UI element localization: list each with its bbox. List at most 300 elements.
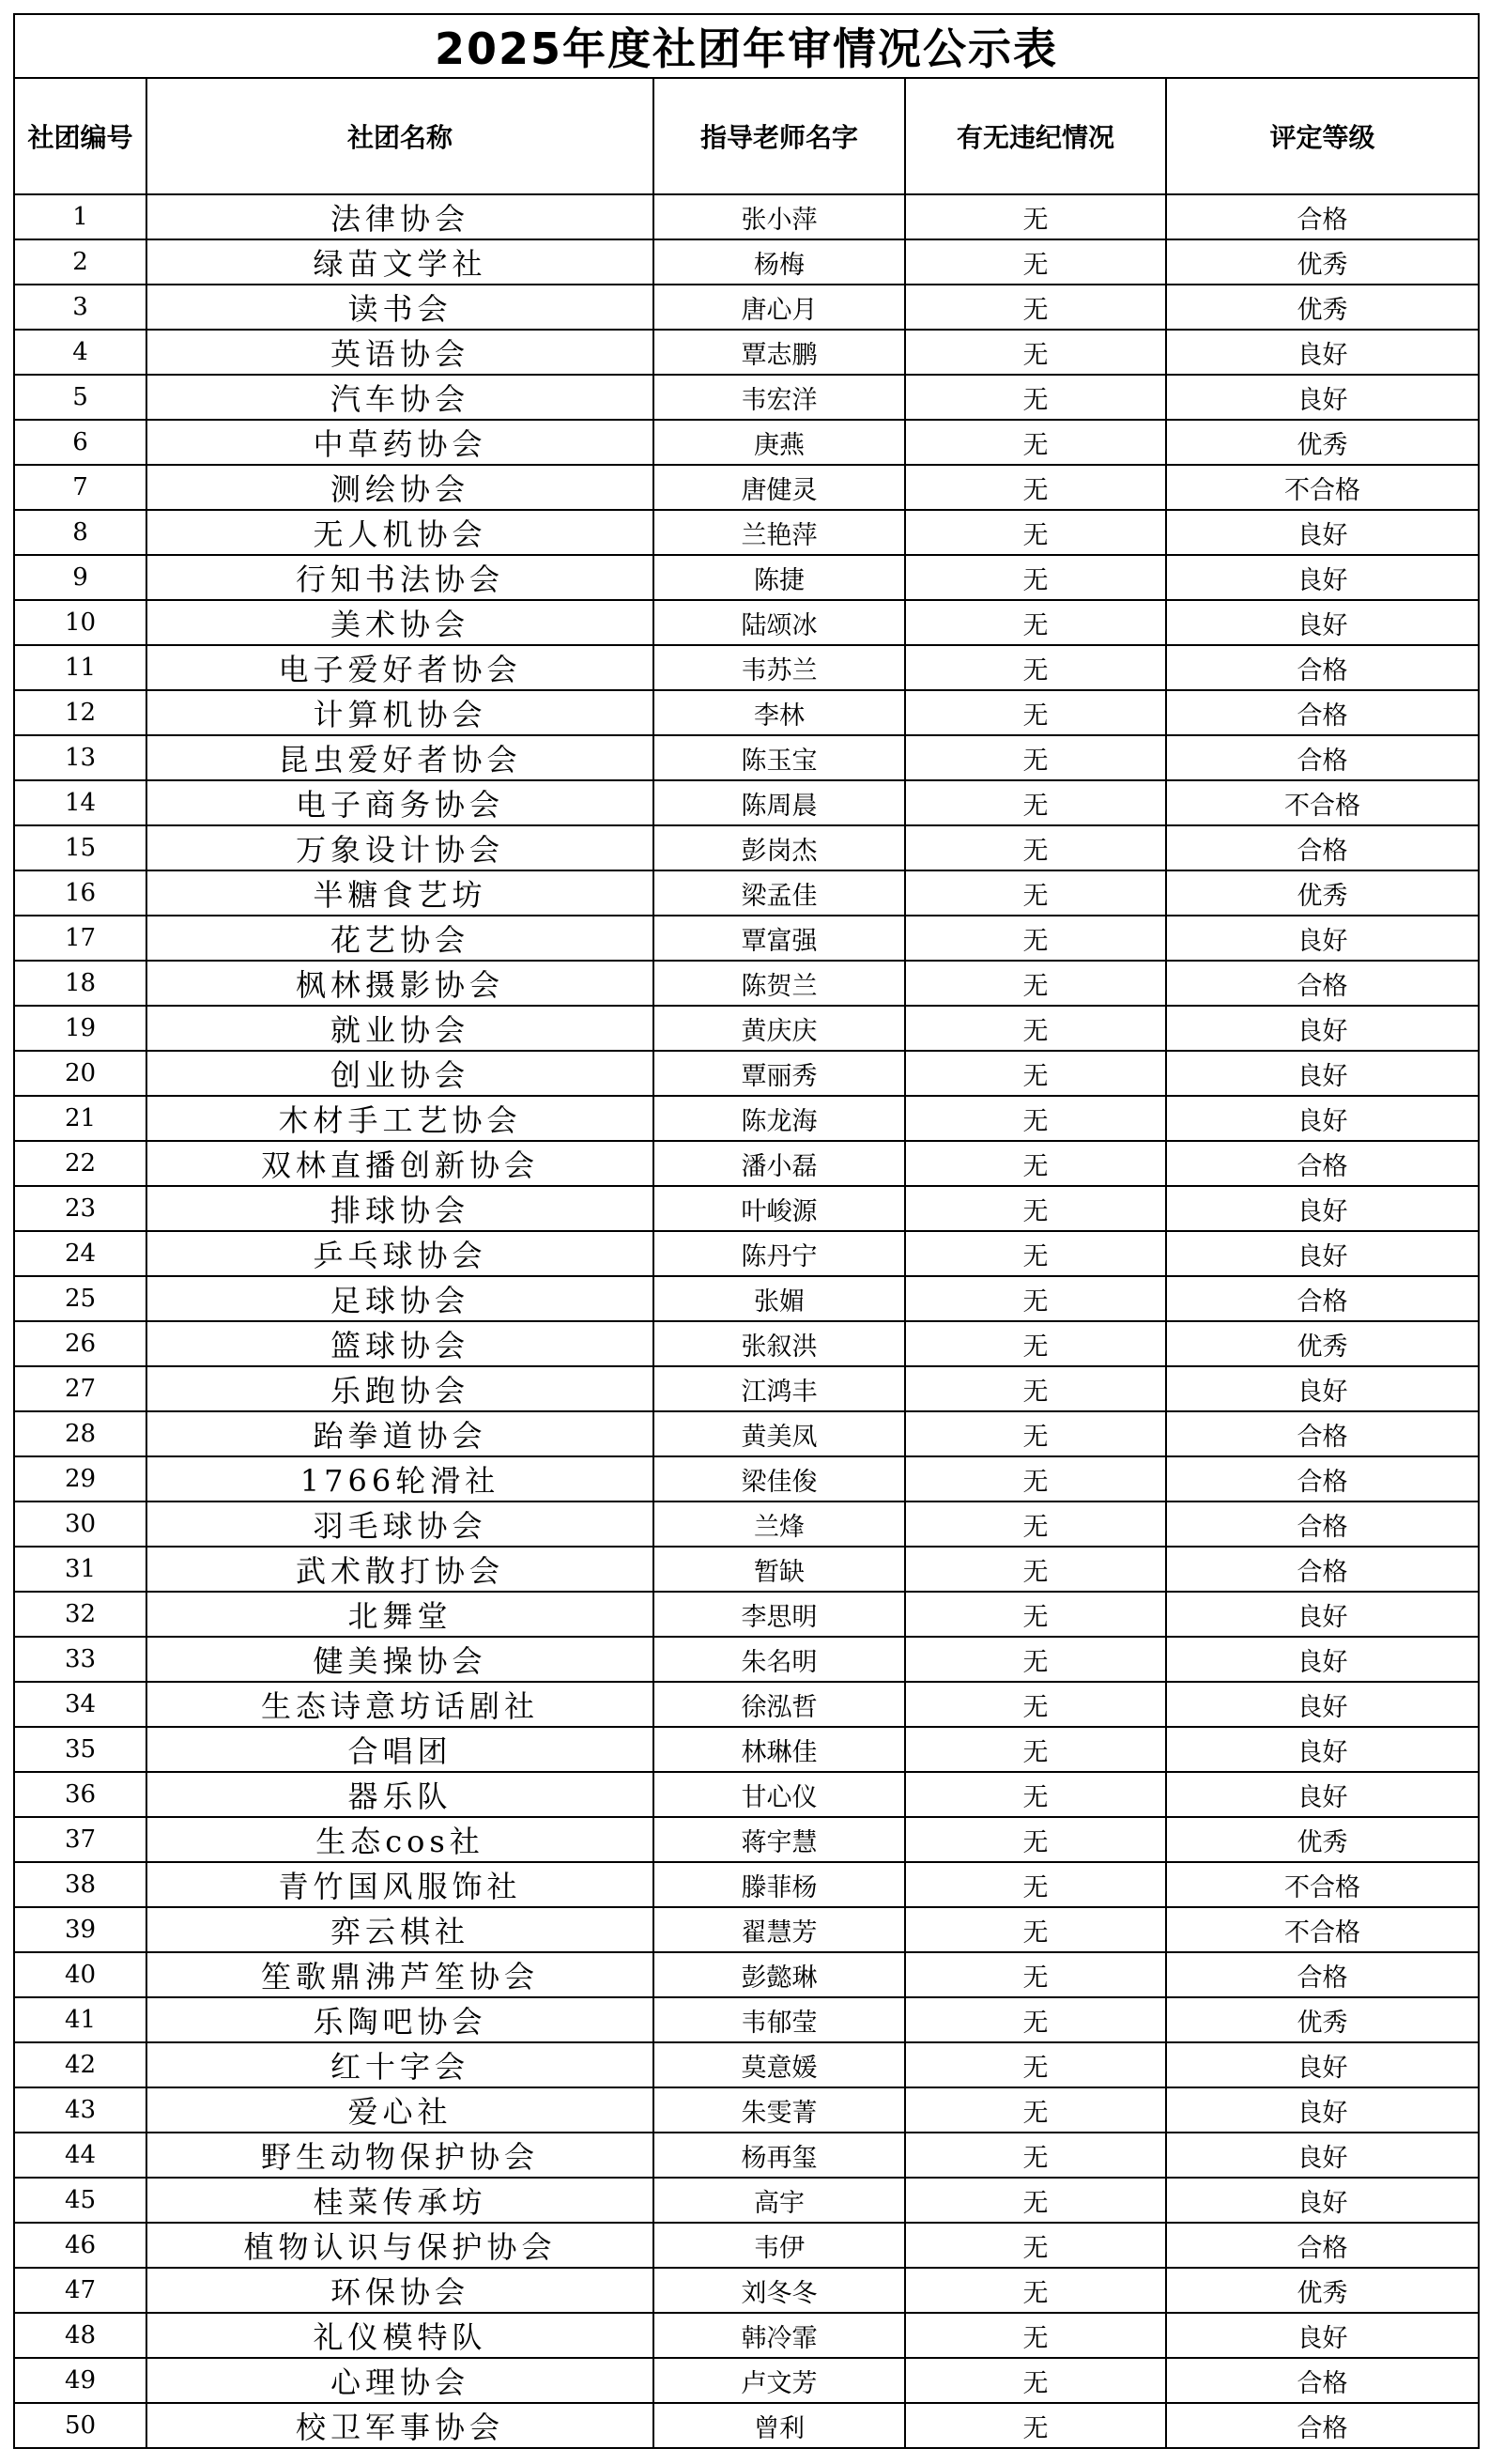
cell-club-name: 中草药协会 bbox=[146, 420, 653, 465]
cell-rating: 合格 bbox=[1166, 961, 1479, 1006]
cell-club-number: 12 bbox=[14, 690, 146, 735]
table-row bbox=[14, 1141, 1479, 1186]
table-row bbox=[14, 1952, 1479, 1997]
cell-rating: 合格 bbox=[1166, 1141, 1479, 1186]
cell-violation: 无 bbox=[905, 2133, 1166, 2178]
cell-club-name: 双林直播创新协会 bbox=[146, 1141, 653, 1186]
cell-violation: 无 bbox=[905, 2087, 1166, 2133]
cell-violation: 无 bbox=[905, 1141, 1166, 1186]
cell-club-number: 21 bbox=[14, 1096, 146, 1141]
cell-club-number: 28 bbox=[14, 1411, 146, 1456]
cell-advisor-name: 张叙洪 bbox=[653, 1321, 905, 1366]
cell-club-number: 30 bbox=[14, 1502, 146, 1547]
cell-rating: 良好 bbox=[1166, 1682, 1479, 1727]
cell-violation: 无 bbox=[905, 285, 1166, 330]
cell-violation: 无 bbox=[905, 1411, 1166, 1456]
cell-club-name: 武术散打协会 bbox=[146, 1547, 653, 1592]
table-row bbox=[14, 555, 1479, 600]
cell-rating: 良好 bbox=[1166, 1051, 1479, 1096]
table-row bbox=[14, 375, 1479, 420]
cell-club-name: 花艺协会 bbox=[146, 916, 653, 961]
cell-violation: 无 bbox=[905, 1096, 1166, 1141]
cell-club-name: 创业协会 bbox=[146, 1051, 653, 1096]
cell-club-number: 46 bbox=[14, 2223, 146, 2268]
cell-violation: 无 bbox=[905, 2178, 1166, 2223]
cell-club-number: 39 bbox=[14, 1907, 146, 1952]
cell-rating: 不合格 bbox=[1166, 1907, 1479, 1952]
cell-rating: 良好 bbox=[1166, 1366, 1479, 1411]
cell-rating: 合格 bbox=[1166, 1276, 1479, 1321]
cell-rating: 优秀 bbox=[1166, 1321, 1479, 1366]
cell-club-name: 植物认识与保护协会 bbox=[146, 2223, 653, 2268]
cell-violation: 无 bbox=[905, 1907, 1166, 1952]
cell-advisor-name: 刘冬冬 bbox=[653, 2268, 905, 2313]
cell-rating: 优秀 bbox=[1166, 870, 1479, 916]
cell-club-name: 合唱团 bbox=[146, 1727, 653, 1772]
cell-rating: 良好 bbox=[1166, 2042, 1479, 2087]
cell-club-number: 15 bbox=[14, 825, 146, 870]
cell-advisor-name: 甘心仪 bbox=[653, 1772, 905, 1817]
cell-club-number: 1 bbox=[14, 194, 146, 239]
cell-club-name: 乐陶吧协会 bbox=[146, 1997, 653, 2042]
table-row bbox=[14, 2358, 1479, 2403]
cell-violation: 无 bbox=[905, 194, 1166, 239]
cell-club-number: 10 bbox=[14, 600, 146, 645]
cell-advisor-name: 唐心月 bbox=[653, 285, 905, 330]
cell-rating: 合格 bbox=[1166, 825, 1479, 870]
cell-violation: 无 bbox=[905, 1547, 1166, 1592]
table-row bbox=[14, 2087, 1479, 2133]
table-row bbox=[14, 2178, 1479, 2223]
cell-club-number: 3 bbox=[14, 285, 146, 330]
cell-rating: 合格 bbox=[1166, 2223, 1479, 2268]
cell-violation: 无 bbox=[905, 1637, 1166, 1682]
cell-club-name: 器乐队 bbox=[146, 1772, 653, 1817]
cell-advisor-name: 兰艳萍 bbox=[653, 510, 905, 555]
cell-club-number: 48 bbox=[14, 2313, 146, 2358]
cell-club-number: 32 bbox=[14, 1592, 146, 1637]
cell-club-number: 4 bbox=[14, 330, 146, 375]
table-row bbox=[14, 1682, 1479, 1727]
table-row bbox=[14, 600, 1479, 645]
cell-advisor-name: 覃志鹏 bbox=[653, 330, 905, 375]
cell-violation: 无 bbox=[905, 1592, 1166, 1637]
header-club-name: 社团名称 bbox=[146, 78, 653, 194]
cell-violation: 无 bbox=[905, 825, 1166, 870]
table-row bbox=[14, 1547, 1479, 1592]
cell-club-name: 红十字会 bbox=[146, 2042, 653, 2087]
cell-violation: 无 bbox=[905, 1727, 1166, 1772]
cell-advisor-name: 朱名明 bbox=[653, 1637, 905, 1682]
table-row bbox=[14, 1997, 1479, 2042]
cell-club-name: 计算机协会 bbox=[146, 690, 653, 735]
cell-advisor-name: 潘小磊 bbox=[653, 1141, 905, 1186]
cell-violation: 无 bbox=[905, 1682, 1166, 1727]
cell-violation: 无 bbox=[905, 870, 1166, 916]
cell-rating: 优秀 bbox=[1166, 285, 1479, 330]
table-row bbox=[14, 690, 1479, 735]
cell-rating: 不合格 bbox=[1166, 1862, 1479, 1907]
cell-advisor-name: 彭懿琳 bbox=[653, 1952, 905, 1997]
cell-advisor-name: 江鸿丰 bbox=[653, 1366, 905, 1411]
cell-club-name: 足球协会 bbox=[146, 1276, 653, 1321]
cell-rating: 合格 bbox=[1166, 645, 1479, 690]
cell-rating: 良好 bbox=[1166, 916, 1479, 961]
cell-advisor-name: 林琳佳 bbox=[653, 1727, 905, 1772]
cell-club-name: 半糖食艺坊 bbox=[146, 870, 653, 916]
cell-rating: 良好 bbox=[1166, 330, 1479, 375]
cell-rating: 合格 bbox=[1166, 1547, 1479, 1592]
table-row bbox=[14, 239, 1479, 285]
cell-violation: 无 bbox=[905, 600, 1166, 645]
header-advisor-name: 指导老师名字 bbox=[653, 78, 905, 194]
cell-violation: 无 bbox=[905, 1502, 1166, 1547]
cell-club-name: 无人机协会 bbox=[146, 510, 653, 555]
cell-club-name: 1766轮滑社 bbox=[146, 1456, 653, 1502]
cell-rating: 不合格 bbox=[1166, 780, 1479, 825]
cell-violation: 无 bbox=[905, 510, 1166, 555]
cell-violation: 无 bbox=[905, 645, 1166, 690]
cell-advisor-name: 韦苏兰 bbox=[653, 645, 905, 690]
cell-club-name: 篮球协会 bbox=[146, 1321, 653, 1366]
cell-club-name: 英语协会 bbox=[146, 330, 653, 375]
cell-rating: 优秀 bbox=[1166, 1997, 1479, 2042]
cell-rating: 合格 bbox=[1166, 1456, 1479, 1502]
cell-rating: 良好 bbox=[1166, 1186, 1479, 1231]
cell-rating: 优秀 bbox=[1166, 420, 1479, 465]
cell-club-name: 美术协会 bbox=[146, 600, 653, 645]
cell-advisor-name: 暂缺 bbox=[653, 1547, 905, 1592]
cell-violation: 无 bbox=[905, 916, 1166, 961]
cell-club-number: 22 bbox=[14, 1141, 146, 1186]
table-row bbox=[14, 1231, 1479, 1276]
table-row bbox=[14, 2403, 1479, 2448]
cell-club-number: 16 bbox=[14, 870, 146, 916]
cell-club-name: 礼仪模特队 bbox=[146, 2313, 653, 2358]
cell-advisor-name: 覃丽秀 bbox=[653, 1051, 905, 1096]
cell-club-name: 北舞堂 bbox=[146, 1592, 653, 1637]
cell-club-name: 跆拳道协会 bbox=[146, 1411, 653, 1456]
cell-violation: 无 bbox=[905, 735, 1166, 780]
cell-club-number: 24 bbox=[14, 1231, 146, 1276]
cell-club-name: 昆虫爱好者协会 bbox=[146, 735, 653, 780]
cell-advisor-name: 李林 bbox=[653, 690, 905, 735]
cell-violation: 无 bbox=[905, 780, 1166, 825]
cell-advisor-name: 陈周晨 bbox=[653, 780, 905, 825]
cell-club-name: 青竹国风服饰社 bbox=[146, 1862, 653, 1907]
cell-club-number: 40 bbox=[14, 1952, 146, 1997]
cell-club-number: 45 bbox=[14, 2178, 146, 2223]
table-row bbox=[14, 1321, 1479, 1366]
table-row bbox=[14, 465, 1479, 510]
cell-rating: 良好 bbox=[1166, 1592, 1479, 1637]
cell-club-number: 25 bbox=[14, 1276, 146, 1321]
cell-rating: 良好 bbox=[1166, 1096, 1479, 1141]
cell-advisor-name: 梁佳俊 bbox=[653, 1456, 905, 1502]
cell-advisor-name: 韩冷霏 bbox=[653, 2313, 905, 2358]
cell-club-name: 排球协会 bbox=[146, 1186, 653, 1231]
cell-club-name: 电子爱好者协会 bbox=[146, 645, 653, 690]
cell-club-number: 34 bbox=[14, 1682, 146, 1727]
cell-rating: 良好 bbox=[1166, 1772, 1479, 1817]
cell-rating: 良好 bbox=[1166, 1231, 1479, 1276]
cell-club-number: 18 bbox=[14, 961, 146, 1006]
table-row bbox=[14, 1006, 1479, 1051]
cell-advisor-name: 杨梅 bbox=[653, 239, 905, 285]
cell-advisor-name: 唐健灵 bbox=[653, 465, 905, 510]
cell-club-number: 41 bbox=[14, 1997, 146, 2042]
cell-rating: 合格 bbox=[1166, 1952, 1479, 1997]
cell-club-name: 生态诗意坊话剧社 bbox=[146, 1682, 653, 1727]
cell-violation: 无 bbox=[905, 2313, 1166, 2358]
cell-club-name: 笙歌鼎沸芦笙协会 bbox=[146, 1952, 653, 1997]
cell-club-name: 爱心社 bbox=[146, 2087, 653, 2133]
cell-rating: 良好 bbox=[1166, 555, 1479, 600]
table-row bbox=[14, 510, 1479, 555]
cell-club-number: 11 bbox=[14, 645, 146, 690]
cell-club-number: 31 bbox=[14, 1547, 146, 1592]
cell-club-name: 行知书法协会 bbox=[146, 555, 653, 600]
cell-violation: 无 bbox=[905, 1952, 1166, 1997]
cell-club-number: 14 bbox=[14, 780, 146, 825]
cell-advisor-name: 朱雯菁 bbox=[653, 2087, 905, 2133]
table-row bbox=[14, 2268, 1479, 2313]
cell-club-name: 生态cos社 bbox=[146, 1817, 653, 1862]
table-row bbox=[14, 1907, 1479, 1952]
table-row bbox=[14, 780, 1479, 825]
title-row bbox=[14, 14, 1479, 78]
cell-club-name: 就业协会 bbox=[146, 1006, 653, 1051]
cell-violation: 无 bbox=[905, 239, 1166, 285]
cell-advisor-name: 韦郁莹 bbox=[653, 1997, 905, 2042]
table-row bbox=[14, 1502, 1479, 1547]
cell-violation: 无 bbox=[905, 1772, 1166, 1817]
cell-advisor-name: 覃富强 bbox=[653, 916, 905, 961]
cell-advisor-name: 黄庆庆 bbox=[653, 1006, 905, 1051]
cell-rating: 良好 bbox=[1166, 375, 1479, 420]
cell-violation: 无 bbox=[905, 1862, 1166, 1907]
cell-violation: 无 bbox=[905, 330, 1166, 375]
cell-violation: 无 bbox=[905, 2358, 1166, 2403]
cell-advisor-name: 杨再玺 bbox=[653, 2133, 905, 2178]
cell-rating: 良好 bbox=[1166, 1727, 1479, 1772]
cell-club-number: 33 bbox=[14, 1637, 146, 1682]
table-row bbox=[14, 1637, 1479, 1682]
cell-violation: 无 bbox=[905, 2042, 1166, 2087]
cell-club-name: 电子商务协会 bbox=[146, 780, 653, 825]
cell-rating: 良好 bbox=[1166, 510, 1479, 555]
cell-violation: 无 bbox=[905, 2403, 1166, 2448]
cell-club-name: 乒乓球协会 bbox=[146, 1231, 653, 1276]
cell-violation: 无 bbox=[905, 2223, 1166, 2268]
cell-club-name: 测绘协会 bbox=[146, 465, 653, 510]
cell-rating: 不合格 bbox=[1166, 465, 1479, 510]
table-row bbox=[14, 1592, 1479, 1637]
cell-club-number: 6 bbox=[14, 420, 146, 465]
cell-violation: 无 bbox=[905, 555, 1166, 600]
cell-advisor-name: 叶峻源 bbox=[653, 1186, 905, 1231]
cell-violation: 无 bbox=[905, 961, 1166, 1006]
cell-violation: 无 bbox=[905, 1051, 1166, 1096]
cell-rating: 合格 bbox=[1166, 1411, 1479, 1456]
cell-club-number: 8 bbox=[14, 510, 146, 555]
cell-violation: 无 bbox=[905, 1997, 1166, 2042]
table-row bbox=[14, 1772, 1479, 1817]
cell-club-number: 29 bbox=[14, 1456, 146, 1502]
cell-advisor-name: 徐泓哲 bbox=[653, 1682, 905, 1727]
cell-club-name: 万象设计协会 bbox=[146, 825, 653, 870]
cell-violation: 无 bbox=[905, 1456, 1166, 1502]
cell-club-name: 校卫军事协会 bbox=[146, 2403, 653, 2448]
cell-club-number: 43 bbox=[14, 2087, 146, 2133]
cell-club-number: 44 bbox=[14, 2133, 146, 2178]
cell-rating: 合格 bbox=[1166, 2358, 1479, 2403]
cell-rating: 良好 bbox=[1166, 2313, 1479, 2358]
cell-club-name: 心理协会 bbox=[146, 2358, 653, 2403]
cell-club-number: 20 bbox=[14, 1051, 146, 1096]
table-row bbox=[14, 2223, 1479, 2268]
table-row bbox=[14, 1276, 1479, 1321]
cell-club-number: 42 bbox=[14, 2042, 146, 2087]
cell-club-name: 枫林摄影协会 bbox=[146, 961, 653, 1006]
cell-advisor-name: 兰烽 bbox=[653, 1502, 905, 1547]
table-row bbox=[14, 2313, 1479, 2358]
cell-club-name: 健美操协会 bbox=[146, 1637, 653, 1682]
cell-violation: 无 bbox=[905, 1276, 1166, 1321]
cell-club-number: 9 bbox=[14, 555, 146, 600]
cell-rating: 优秀 bbox=[1166, 2268, 1479, 2313]
cell-club-number: 19 bbox=[14, 1006, 146, 1051]
cell-rating: 良好 bbox=[1166, 2133, 1479, 2178]
cell-club-number: 35 bbox=[14, 1727, 146, 1772]
table-row bbox=[14, 916, 1479, 961]
table-row bbox=[14, 2042, 1479, 2087]
table-row bbox=[14, 1186, 1479, 1231]
cell-advisor-name: 梁孟佳 bbox=[653, 870, 905, 916]
cell-violation: 无 bbox=[905, 465, 1166, 510]
cell-advisor-name: 陆颂冰 bbox=[653, 600, 905, 645]
cell-club-number: 38 bbox=[14, 1862, 146, 1907]
cell-rating: 合格 bbox=[1166, 735, 1479, 780]
table-row bbox=[14, 961, 1479, 1006]
table-row bbox=[14, 330, 1479, 375]
cell-club-number: 49 bbox=[14, 2358, 146, 2403]
cell-club-name: 汽车协会 bbox=[146, 375, 653, 420]
cell-rating: 合格 bbox=[1166, 690, 1479, 735]
header-row bbox=[14, 78, 1479, 194]
cell-rating: 良好 bbox=[1166, 600, 1479, 645]
cell-violation: 无 bbox=[905, 1006, 1166, 1051]
table-row bbox=[14, 2133, 1479, 2178]
table-row bbox=[14, 1096, 1479, 1141]
cell-club-name: 环保协会 bbox=[146, 2268, 653, 2313]
cell-club-name: 野生动物保护协会 bbox=[146, 2133, 653, 2178]
cell-club-number: 37 bbox=[14, 1817, 146, 1862]
cell-advisor-name: 张小萍 bbox=[653, 194, 905, 239]
cell-rating: 优秀 bbox=[1166, 239, 1479, 285]
cell-rating: 良好 bbox=[1166, 1006, 1479, 1051]
cell-advisor-name: 陈贺兰 bbox=[653, 961, 905, 1006]
table-row bbox=[14, 735, 1479, 780]
cell-advisor-name: 韦伊 bbox=[653, 2223, 905, 2268]
cell-violation: 无 bbox=[905, 1186, 1166, 1231]
cell-violation: 无 bbox=[905, 420, 1166, 465]
header-rating: 评定等级 bbox=[1166, 78, 1479, 194]
cell-club-name: 羽毛球协会 bbox=[146, 1502, 653, 1547]
cell-advisor-name: 李思明 bbox=[653, 1592, 905, 1637]
cell-club-name: 读书会 bbox=[146, 285, 653, 330]
cell-club-number: 47 bbox=[14, 2268, 146, 2313]
cell-advisor-name: 陈玉宝 bbox=[653, 735, 905, 780]
cell-club-number: 26 bbox=[14, 1321, 146, 1366]
cell-advisor-name: 陈龙海 bbox=[653, 1096, 905, 1141]
table-row bbox=[14, 1411, 1479, 1456]
cell-club-name: 桂菜传承坊 bbox=[146, 2178, 653, 2223]
cell-violation: 无 bbox=[905, 375, 1166, 420]
cell-advisor-name: 曾利 bbox=[653, 2403, 905, 2448]
cell-club-number: 2 bbox=[14, 239, 146, 285]
cell-violation: 无 bbox=[905, 2268, 1166, 2313]
cell-advisor-name: 滕菲杨 bbox=[653, 1862, 905, 1907]
table-row bbox=[14, 1727, 1479, 1772]
cell-advisor-name: 高宇 bbox=[653, 2178, 905, 2223]
cell-club-number: 23 bbox=[14, 1186, 146, 1231]
cell-club-number: 5 bbox=[14, 375, 146, 420]
cell-advisor-name: 韦宏洋 bbox=[653, 375, 905, 420]
cell-club-number: 27 bbox=[14, 1366, 146, 1411]
table-row bbox=[14, 870, 1479, 916]
table-row bbox=[14, 645, 1479, 690]
cell-violation: 无 bbox=[905, 1817, 1166, 1862]
cell-club-number: 50 bbox=[14, 2403, 146, 2448]
cell-club-name: 法律协会 bbox=[146, 194, 653, 239]
table-title: 2025年度社团年审情况公示表 bbox=[14, 14, 1479, 78]
cell-advisor-name: 陈丹宁 bbox=[653, 1231, 905, 1276]
cell-rating: 良好 bbox=[1166, 2087, 1479, 2133]
table-row bbox=[14, 285, 1479, 330]
table-row bbox=[14, 1456, 1479, 1502]
cell-club-name: 绿苗文学社 bbox=[146, 239, 653, 285]
table-body bbox=[14, 194, 1479, 2448]
table-row bbox=[14, 420, 1479, 465]
club-review-table bbox=[13, 13, 1480, 2449]
cell-advisor-name: 黄美凤 bbox=[653, 1411, 905, 1456]
table-row bbox=[14, 194, 1479, 239]
cell-advisor-name: 翟慧芳 bbox=[653, 1907, 905, 1952]
header-club-number: 社团编号 bbox=[14, 78, 146, 194]
cell-club-number: 36 bbox=[14, 1772, 146, 1817]
cell-advisor-name: 张媚 bbox=[653, 1276, 905, 1321]
cell-club-name: 木材手工艺协会 bbox=[146, 1096, 653, 1141]
cell-rating: 良好 bbox=[1166, 1637, 1479, 1682]
table-row bbox=[14, 1051, 1479, 1096]
cell-club-name: 乐跑协会 bbox=[146, 1366, 653, 1411]
cell-club-number: 13 bbox=[14, 735, 146, 780]
table-row bbox=[14, 1817, 1479, 1862]
table-row bbox=[14, 825, 1479, 870]
cell-violation: 无 bbox=[905, 1321, 1166, 1366]
table-row bbox=[14, 1862, 1479, 1907]
cell-advisor-name: 蒋宇慧 bbox=[653, 1817, 905, 1862]
cell-rating: 合格 bbox=[1166, 2403, 1479, 2448]
cell-club-number: 7 bbox=[14, 465, 146, 510]
cell-rating: 合格 bbox=[1166, 1502, 1479, 1547]
table-row bbox=[14, 1366, 1479, 1411]
header-violation: 有无违纪情况 bbox=[905, 78, 1166, 194]
cell-rating: 合格 bbox=[1166, 194, 1479, 239]
cell-advisor-name: 卢文芳 bbox=[653, 2358, 905, 2403]
cell-violation: 无 bbox=[905, 1231, 1166, 1276]
